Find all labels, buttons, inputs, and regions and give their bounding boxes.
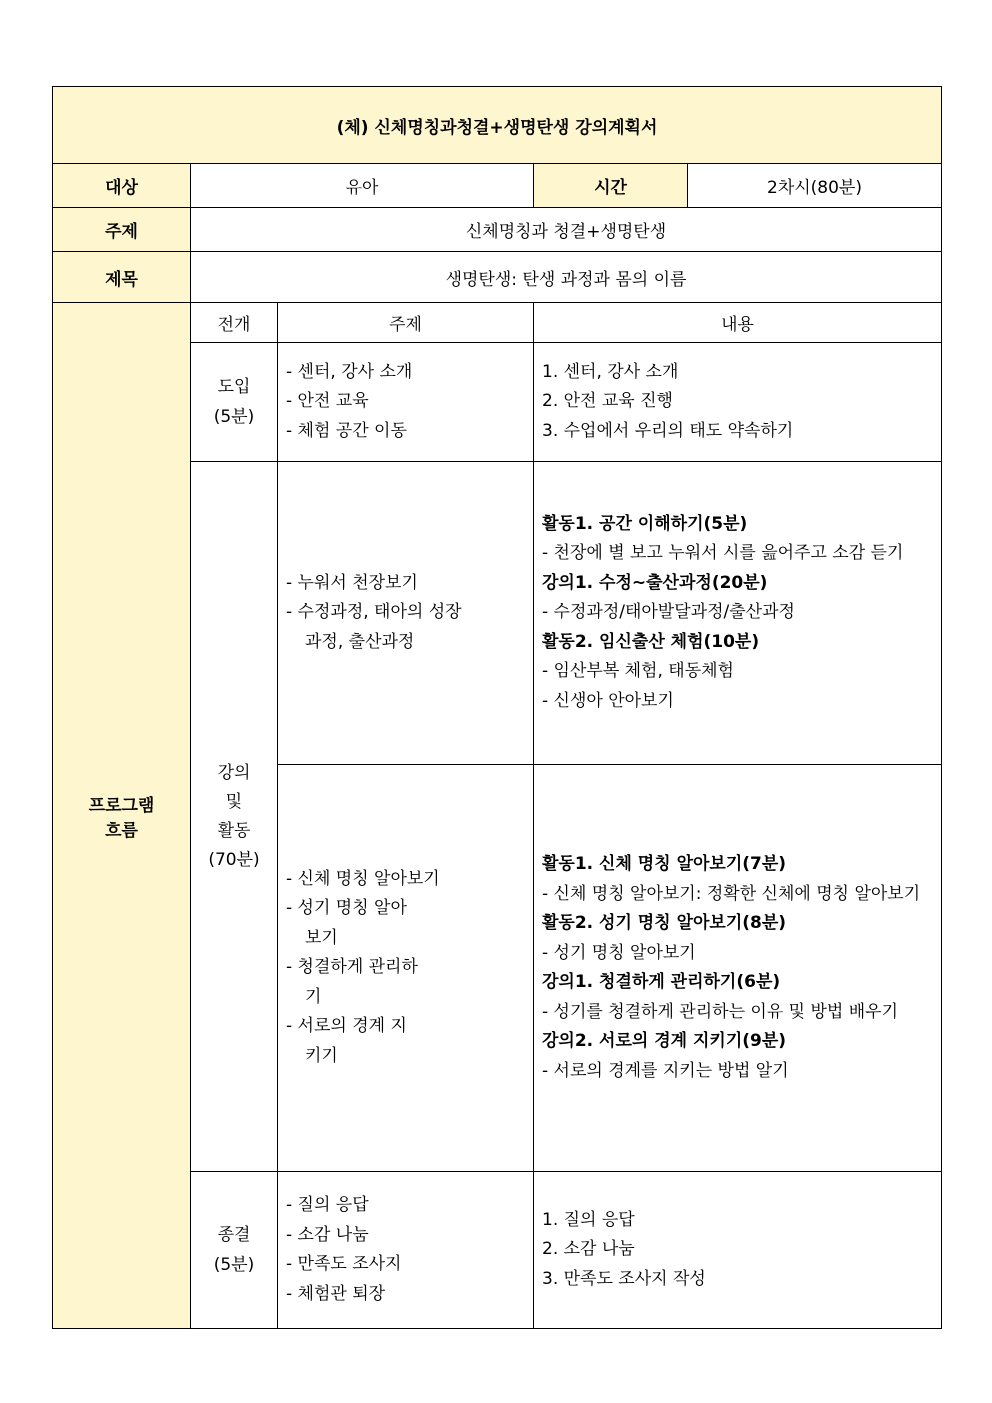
- intro-content-item: 1. 센터, 강사 소개: [542, 361, 679, 382]
- closing-topic-item: - 질의 응답: [286, 1195, 369, 1215]
- lecture-heading: 강의2. 서로의 경계 지키기(9분): [542, 1031, 787, 1051]
- main-duration: (70분): [208, 849, 260, 870]
- closing-topics: [278, 1172, 534, 1329]
- closing-contents: [534, 1172, 942, 1329]
- closing-duration: (5분): [213, 1255, 255, 1275]
- intro-content-item: 2. 안전 교육 진행: [542, 391, 673, 412]
- closing-content-item: 3. 만족도 조사지 작성: [542, 1268, 706, 1289]
- intro-duration: (5분): [213, 407, 255, 427]
- program-flow-label-line2: 흐름: [105, 820, 138, 841]
- activity-heading: 활동2. 성기 명칭 알아보기(8분): [542, 913, 787, 933]
- lecture-item: - 수정과정/태아발달과정/출산과정: [542, 602, 795, 623]
- lecture-item: - 성기를 청결하게 관리하는 이유 및 방법 배우기: [542, 1001, 898, 1022]
- activity-item: - 임산부복 체험, 태동체험: [542, 661, 734, 682]
- closing-content-item: 1. 질의 응답: [542, 1209, 635, 1230]
- lecture-heading: 강의1. 수정~출산과정(20분): [542, 572, 768, 593]
- closing-content-item: 2. 소감 나눔: [542, 1239, 635, 1260]
- time-value: 2차시(80분): [688, 164, 942, 208]
- main-stage-cell: [191, 462, 278, 1172]
- main-block1-topic-item: - 누워서 천장보기: [286, 572, 418, 593]
- activity-heading: 활동1. 신체 명칭 알아보기(7분): [542, 854, 787, 874]
- time-label: 시간: [534, 164, 688, 208]
- intro-topic-item: - 체험 공간 이동: [286, 420, 407, 441]
- intro-stage: 도입: [217, 377, 251, 397]
- intro-contents: [534, 343, 942, 462]
- main-block1-topic-item: - 수정과정, 태아의 성장과정, 출산과정: [286, 602, 462, 652]
- target-label: 대상: [53, 164, 191, 208]
- main-block2-topic-item: - 청결하게 관리하기: [286, 957, 418, 1007]
- program-flow-label: [53, 303, 191, 1329]
- program-flow-label-line1: 프로그램: [88, 795, 155, 816]
- closing-stage-cell: [191, 1172, 278, 1329]
- closing-stage: 종결: [217, 1225, 251, 1245]
- main-block2-contents: [534, 765, 942, 1172]
- target-value: 유아: [191, 164, 534, 208]
- header-stage: 전개: [191, 303, 278, 343]
- activity-item: - 신체 명칭 알아보기: 정확한 신체에 명칭 알아보기: [542, 883, 921, 904]
- main-block2-topic-item: - 성기 명칭 알아보기: [286, 898, 407, 948]
- subject-label: 제목: [53, 252, 191, 303]
- closing-topic-item: - 체험관 퇴장: [286, 1283, 386, 1304]
- lecture-item: - 서로의 경계를 지키는 방법 알기: [542, 1060, 789, 1081]
- activity-item: - 신생아 안아보기: [542, 690, 674, 711]
- main-block1-topics: [278, 462, 534, 765]
- activity-heading: 활동2. 임신출산 체험(10분): [542, 631, 760, 652]
- main-block2-topic-item: - 신체 명칭 알아보기: [286, 868, 440, 889]
- intro-topic-item: - 안전 교육: [286, 391, 369, 412]
- intro-content-item: 3. 수업에서 우리의 태도 약속하기: [542, 420, 794, 441]
- lecture-heading: 강의1. 청결하게 관리하기(6분): [542, 972, 781, 992]
- document-title: (체) 신체명칭과청결+생명탄생 강의계획서: [53, 87, 942, 164]
- main-block2-topic-item: - 서로의 경계 지키기: [286, 1016, 407, 1066]
- subject-value: 생명탄생: 탄생 과정과 몸의 이름: [191, 252, 942, 303]
- activity-item: - 천장에 별 보고 누워서 시를 읊어주고 소감 듣기: [542, 543, 904, 564]
- closing-topic-item: - 소감 나눔: [286, 1224, 369, 1245]
- main-stage-line3: 활동: [217, 820, 251, 841]
- closing-topic-item: - 만족도 조사지: [286, 1254, 402, 1274]
- topic-value: 신체명칭과 청결+생명탄생: [191, 208, 942, 252]
- main-stage-line2: 및: [225, 791, 243, 812]
- activity-item: - 성기 명칭 알아보기: [542, 942, 696, 963]
- lesson-plan-table: [52, 86, 942, 1329]
- header-topic: 주제: [278, 303, 534, 343]
- intro-stage-cell: [191, 343, 278, 462]
- main-stage-line1: 강의: [217, 762, 251, 783]
- intro-topic-item: - 센터, 강사 소개: [286, 361, 413, 382]
- main-block2-topics: [278, 765, 534, 1172]
- header-content: 내용: [534, 303, 942, 343]
- activity-heading: 활동1. 공간 이해하기(5분): [542, 513, 748, 534]
- topic-label: 주제: [53, 208, 191, 252]
- main-block1-contents: [534, 462, 942, 765]
- intro-topics: [278, 343, 534, 462]
